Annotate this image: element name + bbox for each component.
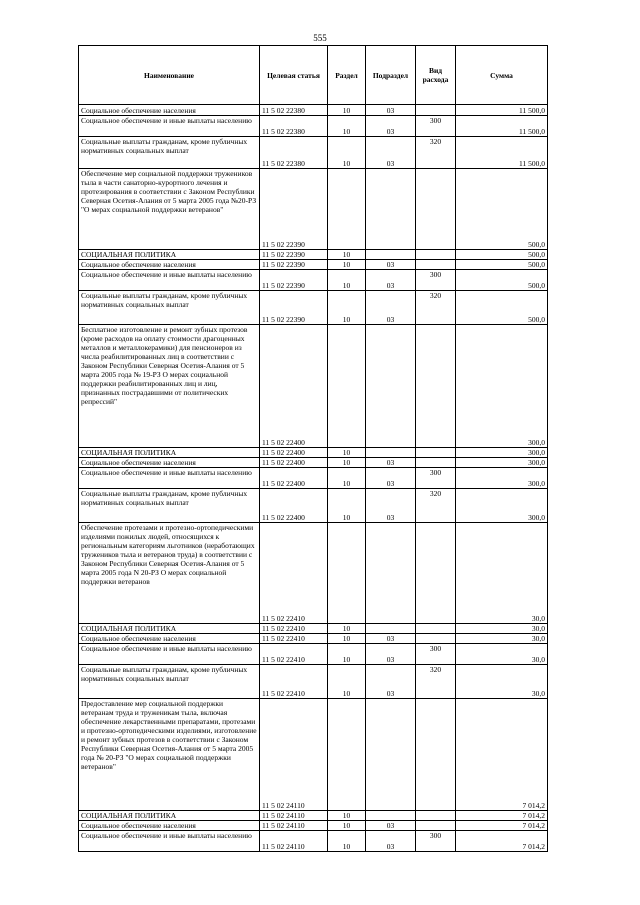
cell-name: Социальное обеспечение населения: [79, 458, 260, 468]
header-name: Наименование: [79, 46, 260, 105]
cell-name: Социальное обеспечение и иные выплаты населению: [79, 270, 260, 291]
cell-expense-type: 320: [416, 291, 456, 325]
cell-target-article: 11 5 02 22410: [260, 624, 328, 634]
cell-expense-type: 300: [416, 831, 456, 852]
cell-name: Социальные выплаты гражданам, кроме публичных нормативных социальных выплат: [79, 489, 260, 523]
cell-sum: 500,0: [456, 291, 548, 325]
header-sum: Сумма: [456, 46, 548, 105]
header-subsection: Подраздел: [366, 46, 416, 105]
table-row: [79, 489, 548, 523]
cell-section: 10: [328, 116, 366, 137]
cell-subsection: 03: [366, 291, 416, 325]
table-row: [79, 811, 548, 821]
cell-target-article: 11 5 02 22390: [260, 169, 328, 250]
cell-name: СОЦИАЛЬНАЯ ПОЛИТИКА: [79, 250, 260, 260]
cell-sum: 30,0: [456, 665, 548, 699]
cell-sum: 500,0: [456, 169, 548, 250]
cell-target-article: 11 5 02 22400: [260, 489, 328, 523]
cell-sum: 300,0: [456, 325, 548, 448]
cell-target-article: 11 5 02 22390: [260, 260, 328, 270]
cell-name: Социальное обеспечение и иные выплаты населению: [79, 468, 260, 489]
cell-expense-type: [416, 699, 456, 811]
cell-expense-type: [416, 523, 456, 624]
cell-sum: 7 014,2: [456, 699, 548, 811]
cell-name: Предоставление мер социальной поддержки ветеранам труда и труженикам тыла, включая обеспечение лекарственными препаратами, протезами и протезно-ортопедическими изделиями, изготовление и ремонт зубных протезов в соответствии с Законом Республики Северная Осетия-Алания от 5 марта 2005 года № 20-РЗ "О мерах социальной поддержки ветеранов": [79, 699, 260, 811]
table-row: [79, 624, 548, 634]
cell-name: Социальное обеспечение населения: [79, 821, 260, 831]
table-row: [79, 448, 548, 458]
cell-name: Социальные выплаты гражданам, кроме публичных нормативных социальных выплат: [79, 291, 260, 325]
cell-expense-type: [416, 634, 456, 644]
cell-section: 10: [328, 137, 366, 169]
cell-expense-type: [416, 811, 456, 821]
cell-section: [328, 523, 366, 624]
cell-target-article: 11 5 02 22400: [260, 468, 328, 489]
cell-target-article: 11 5 02 22400: [260, 325, 328, 448]
cell-sum: 30,0: [456, 634, 548, 644]
cell-target-article: 11 5 02 22410: [260, 523, 328, 624]
cell-expense-type: [416, 458, 456, 468]
cell-section: 10: [328, 260, 366, 270]
cell-target-article: 11 5 02 24110: [260, 811, 328, 821]
cell-section: 10: [328, 624, 366, 634]
cell-target-article: 11 5 02 22390: [260, 291, 328, 325]
cell-target-article: 11 5 02 22410: [260, 644, 328, 665]
table-row: [79, 831, 548, 852]
cell-target-article: 11 5 02 24110: [260, 699, 328, 811]
header-expense-type: Вид расхода: [416, 46, 456, 105]
cell-name: Бесплатное изготовление и ремонт зубных протезов (кроме расходов на оплату стоимости драгоценных металлов и металлокерамики) для пенсионеров из числа реабилитированных лиц в соответствии с Законом Республики Северная Осетия-Алания от 5 марта 2005 года № 19-РЗ О мерах социальной поддержки реабилитированных лиц и лиц, признанных пострадавшими от политических репрессий": [79, 325, 260, 448]
cell-target-article: 11 5 02 22400: [260, 448, 328, 458]
table-row: [79, 523, 548, 624]
cell-expense-type: [416, 624, 456, 634]
cell-expense-type: 300: [416, 270, 456, 291]
cell-subsection: [366, 169, 416, 250]
cell-section: 10: [328, 644, 366, 665]
cell-expense-type: [416, 821, 456, 831]
header-section: Раздел: [328, 46, 366, 105]
cell-section: 10: [328, 105, 366, 116]
cell-subsection: 03: [366, 137, 416, 169]
cell-section: 10: [328, 458, 366, 468]
cell-subsection: 03: [366, 821, 416, 831]
cell-section: 10: [328, 665, 366, 699]
cell-expense-type: [416, 325, 456, 448]
cell-subsection: 03: [366, 831, 416, 852]
table-row: [79, 291, 548, 325]
cell-subsection: 03: [366, 665, 416, 699]
cell-subsection: 03: [366, 644, 416, 665]
cell-section: 10: [328, 634, 366, 644]
table-row: [79, 169, 548, 250]
cell-sum: 300,0: [456, 489, 548, 523]
cell-name: Социальные выплаты гражданам, кроме публичных нормативных социальных выплат: [79, 137, 260, 169]
cell-section: 10: [328, 270, 366, 291]
cell-sum: 300,0: [456, 448, 548, 458]
cell-section: 10: [328, 468, 366, 489]
cell-name: Социальные выплаты гражданам, кроме публичных нормативных социальных выплат: [79, 665, 260, 699]
cell-expense-type: 300: [416, 116, 456, 137]
cell-subsection: 03: [366, 458, 416, 468]
cell-name: Социальное обеспечение и иные выплаты населению: [79, 831, 260, 852]
cell-sum: 11 500,0: [456, 137, 548, 169]
cell-expense-type: 320: [416, 137, 456, 169]
cell-sum: 300,0: [456, 468, 548, 489]
cell-target-article: 11 5 02 22410: [260, 634, 328, 644]
cell-subsection: [366, 699, 416, 811]
cell-subsection: 03: [366, 489, 416, 523]
header-target-article: Целевая статья: [260, 46, 328, 105]
cell-sum: 7 014,2: [456, 831, 548, 852]
cell-subsection: [366, 325, 416, 448]
cell-sum: 30,0: [456, 624, 548, 634]
table-row: [79, 137, 548, 169]
cell-subsection: 03: [366, 105, 416, 116]
table-body: [79, 105, 548, 852]
table-row: [79, 644, 548, 665]
cell-target-article: 11 5 02 22380: [260, 105, 328, 116]
cell-sum: 30,0: [456, 644, 548, 665]
cell-target-article: 11 5 02 24110: [260, 821, 328, 831]
table-row: [79, 270, 548, 291]
cell-target-article: 11 5 02 22380: [260, 116, 328, 137]
table-row: [79, 665, 548, 699]
cell-target-article: 11 5 02 24110: [260, 831, 328, 852]
cell-section: 10: [328, 291, 366, 325]
cell-section: 10: [328, 831, 366, 852]
cell-subsection: [366, 250, 416, 260]
cell-expense-type: 300: [416, 644, 456, 665]
table-header-row: [79, 46, 548, 105]
cell-name: Социальное обеспечение и иные выплаты населению: [79, 644, 260, 665]
cell-expense-type: [416, 448, 456, 458]
page-number: 555: [313, 33, 327, 43]
cell-section: 10: [328, 250, 366, 260]
table-row: [79, 458, 548, 468]
cell-sum: 11 500,0: [456, 105, 548, 116]
cell-subsection: 03: [366, 260, 416, 270]
budget-table: [78, 45, 548, 852]
cell-section: 10: [328, 811, 366, 821]
cell-section: 10: [328, 489, 366, 523]
cell-subsection: 03: [366, 270, 416, 291]
table-row: [79, 821, 548, 831]
cell-subsection: 03: [366, 634, 416, 644]
cell-name: Обеспечение протезами и протезно-ортопедическими изделиями пожилых людей, относящихся к региональным категориям льготников (неработающих тружеников тыла и ветеранов труда) в соответствии с Законом Республики Северная Осетия-Алания от 5 марта 2005 года N 20-РЗ О мерах социальной поддержки ветеранов: [79, 523, 260, 624]
cell-subsection: [366, 448, 416, 458]
table-row: [79, 634, 548, 644]
table-row: [79, 250, 548, 260]
cell-section: [328, 169, 366, 250]
cell-expense-type: [416, 169, 456, 250]
cell-name: Обеспечение мер социальной поддержки тружеников тыла в части санаторно-курортного лечения и протезирования в соответствии с Законом Республики Северная Осетия-Алания от 5 марта 2005 года №20-РЗ "О мерах социальной поддержки ветеранов": [79, 169, 260, 250]
cell-sum: 11 500,0: [456, 116, 548, 137]
cell-name: СОЦИАЛЬНАЯ ПОЛИТИКА: [79, 811, 260, 821]
cell-name: СОЦИАЛЬНАЯ ПОЛИТИКА: [79, 624, 260, 634]
cell-name: Социальное обеспечение населения: [79, 105, 260, 116]
cell-name: СОЦИАЛЬНАЯ ПОЛИТИКА: [79, 448, 260, 458]
cell-name: Социальное обеспечение населения: [79, 260, 260, 270]
cell-expense-type: [416, 250, 456, 260]
table-row: [79, 699, 548, 811]
table-row: [79, 325, 548, 448]
cell-sum: 500,0: [456, 260, 548, 270]
table-row: [79, 260, 548, 270]
cell-sum: 7 014,2: [456, 811, 548, 821]
cell-sum: 500,0: [456, 270, 548, 291]
cell-sum: 7 014,2: [456, 821, 548, 831]
cell-expense-type: [416, 260, 456, 270]
cell-subsection: 03: [366, 468, 416, 489]
cell-target-article: 11 5 02 22390: [260, 250, 328, 260]
cell-subsection: [366, 624, 416, 634]
cell-expense-type: 320: [416, 489, 456, 523]
cell-section: 10: [328, 821, 366, 831]
cell-name: Социальное обеспечение и иные выплаты населению: [79, 116, 260, 137]
cell-name: Социальное обеспечение населения: [79, 634, 260, 644]
cell-subsection: 03: [366, 116, 416, 137]
cell-subsection: [366, 811, 416, 821]
cell-section: 10: [328, 448, 366, 458]
cell-subsection: [366, 523, 416, 624]
cell-target-article: 11 5 02 22410: [260, 665, 328, 699]
cell-expense-type: 300: [416, 468, 456, 489]
cell-sum: 300,0: [456, 458, 548, 468]
cell-expense-type: [416, 105, 456, 116]
cell-section: [328, 325, 366, 448]
table-row: [79, 116, 548, 137]
cell-section: [328, 699, 366, 811]
cell-target-article: 11 5 02 22390: [260, 270, 328, 291]
cell-target-article: 11 5 02 22400: [260, 458, 328, 468]
table-row: [79, 105, 548, 116]
table-row: [79, 468, 548, 489]
cell-sum: 500,0: [456, 250, 548, 260]
cell-sum: 30,0: [456, 523, 548, 624]
cell-target-article: 11 5 02 22380: [260, 137, 328, 169]
cell-expense-type: 320: [416, 665, 456, 699]
